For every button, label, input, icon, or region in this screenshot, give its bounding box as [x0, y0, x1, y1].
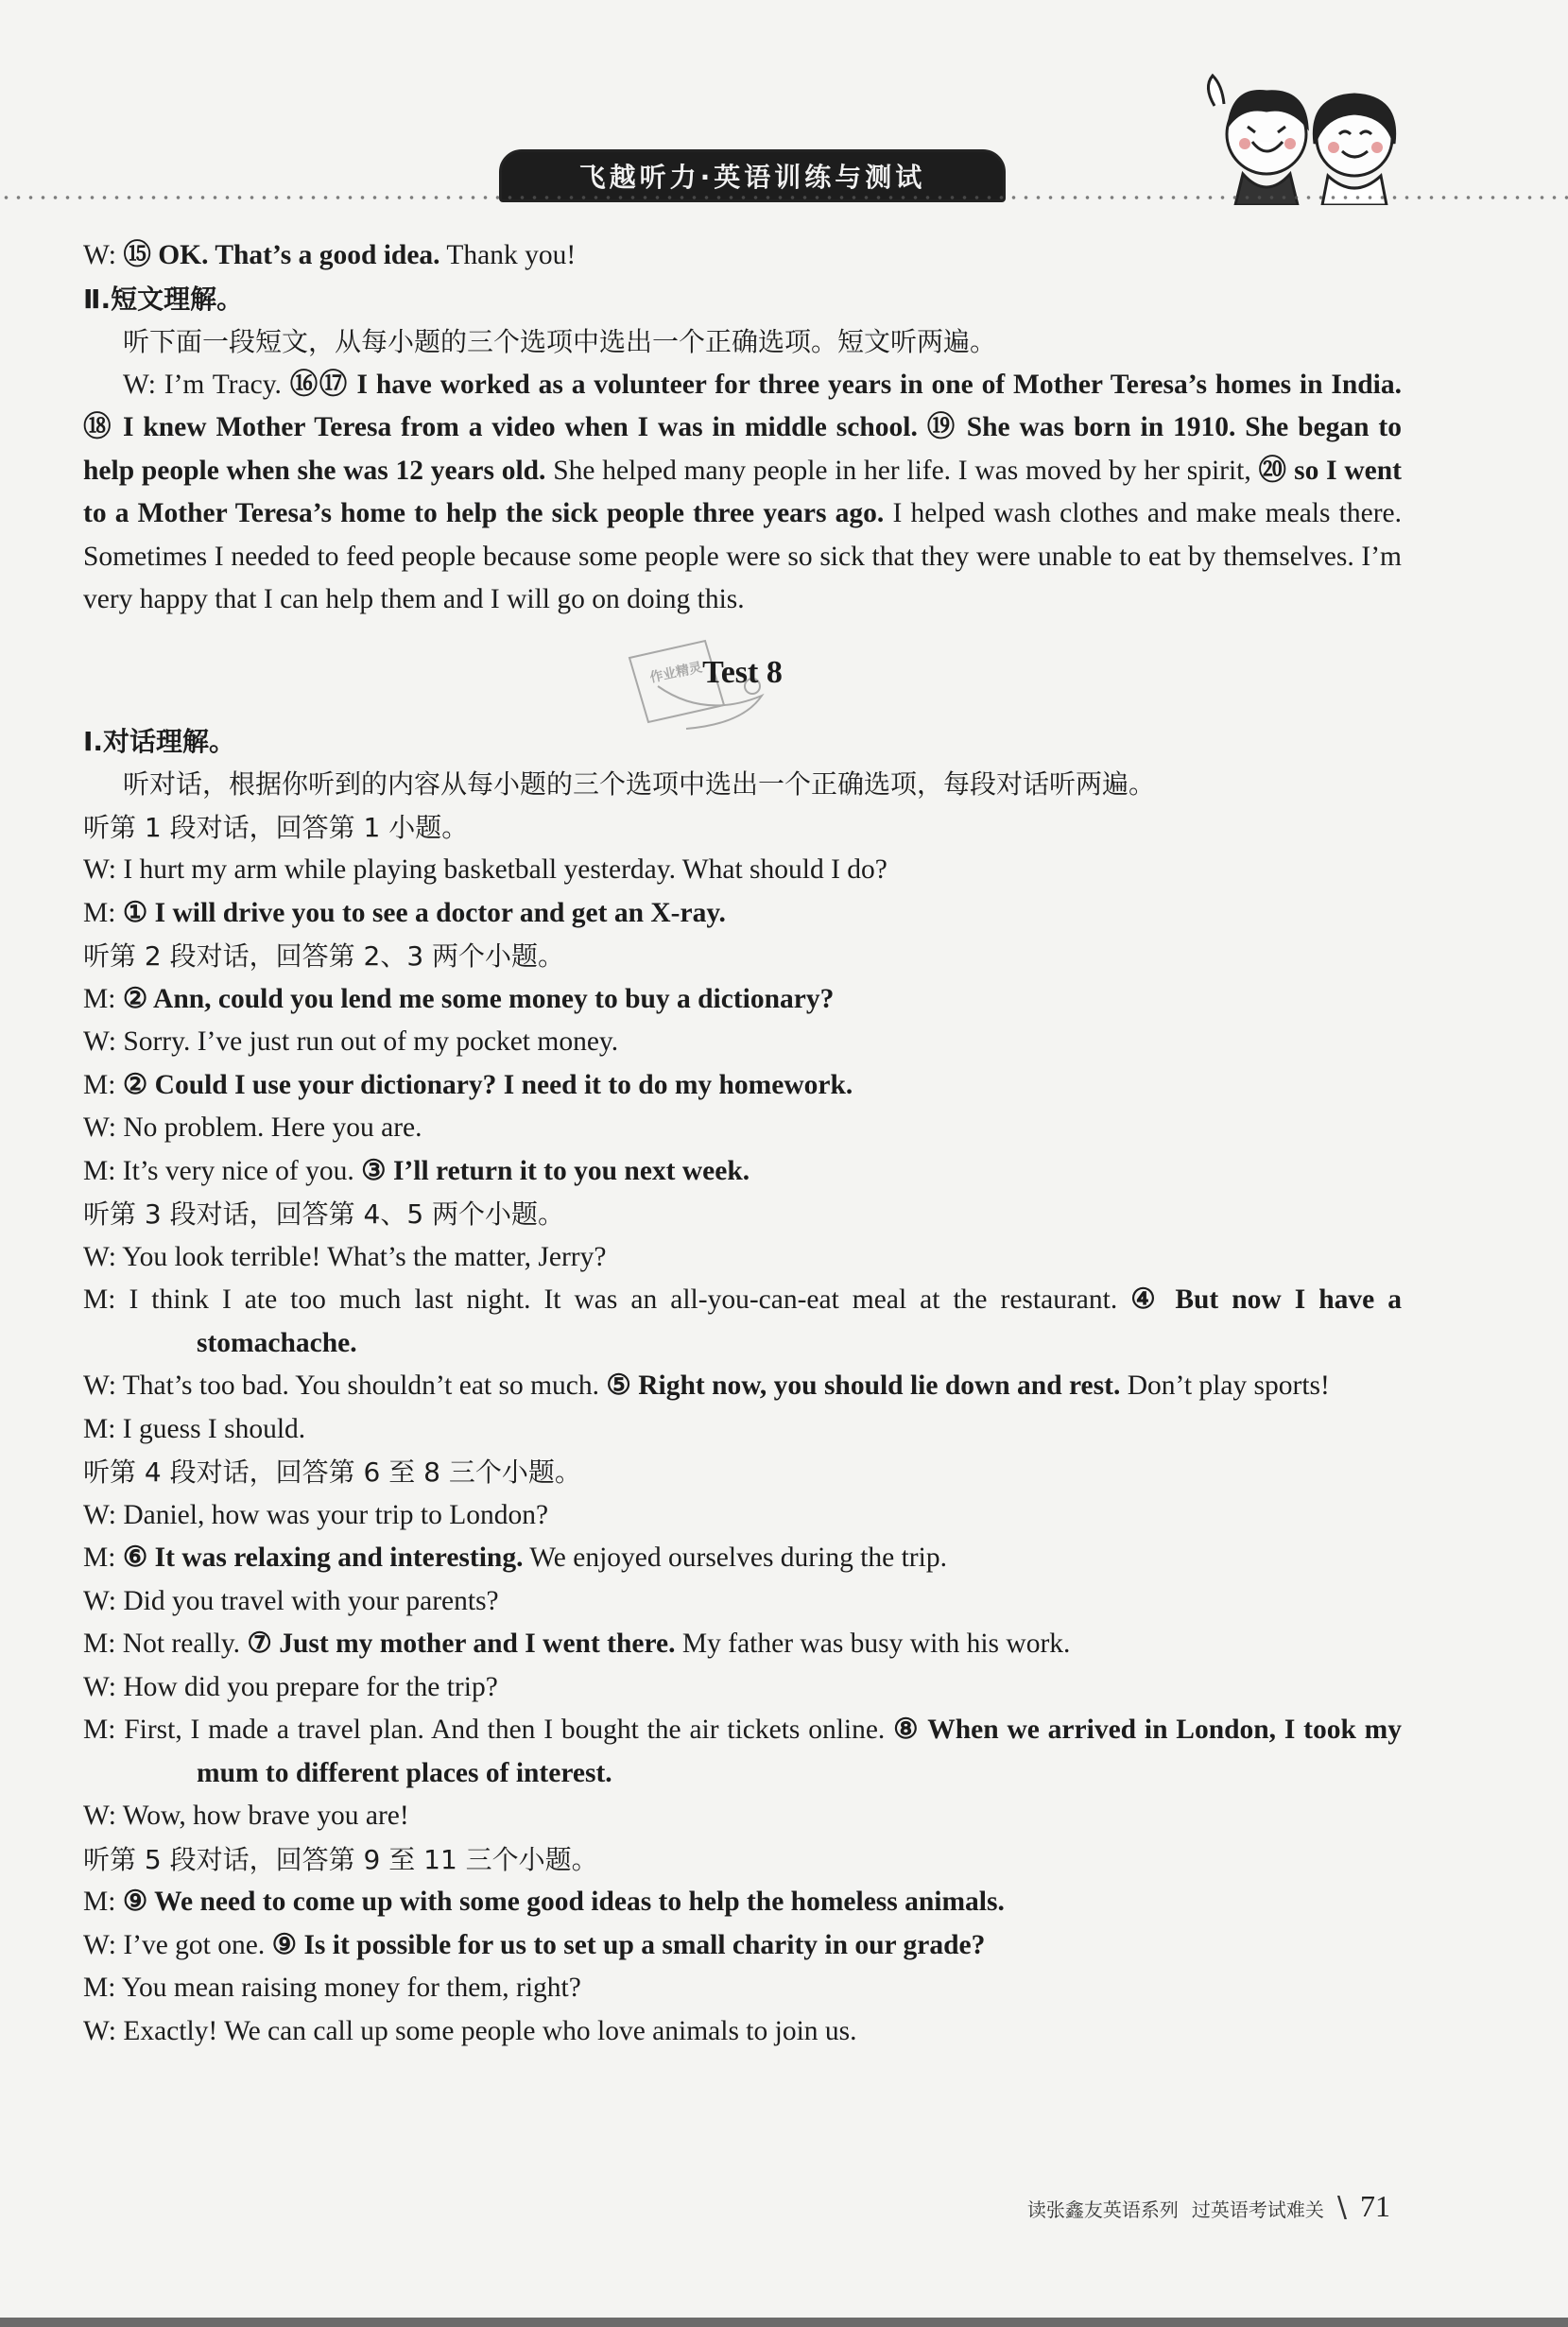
- page-footer: [1027, 2189, 1390, 2227]
- dialogue-5-intro: 听第 5 段对话，回答第 9 至 11 三个小题。: [83, 1843, 598, 1875]
- dialogue-line: W: I’ve got one. ⑨ Is it possible for us to set up a small charity in our grade?: [83, 1929, 986, 1960]
- dialogue-2-intro: 听第 2 段对话，回答第 2、3 两个小题。: [83, 940, 565, 972]
- test-title-text: Test 8: [702, 654, 783, 690]
- stamp-text: 作业精灵: [648, 659, 704, 686]
- dialogue-line: M: ⑥ It was relaxing and interesting. We enjoyed ourselves during the trip.: [83, 1543, 947, 1573]
- dialogue-line: M: ② Ann, could you lend me some money to buy a dictionary?: [83, 983, 835, 1014]
- dialogue-line: W: Sorry. I’ve just run out of my pocket money.: [83, 1026, 619, 1057]
- footer-separator: \: [1336, 2191, 1347, 2224]
- dialogue-line: W: You look terrible! What’s the matter, Jerry?: [83, 1241, 607, 1272]
- dialogue-instruction: 听对话，根据你听到的内容从每小题的三个选项中选出一个正确选项，每段对话听两遍。: [123, 768, 1156, 800]
- dialogue-line: W: Did you travel with your parents?: [83, 1585, 499, 1616]
- dialogue-line: M: It’s very nice of you. ③ I’ll return it to you next week.: [83, 1155, 750, 1186]
- section-heading-passage: Ⅱ.短文理解。: [83, 283, 244, 315]
- footer-series: 读张鑫友英语系列: [1026, 2198, 1179, 2221]
- page-bottom-edge: [0, 2318, 1568, 2327]
- dialogue-line: W: Daniel, how was your trip to London?: [83, 1499, 549, 1530]
- test-title: [83, 650, 1402, 696]
- dialogue-line: W: Wow, how brave you are!: [83, 1801, 409, 1831]
- footer-subtitle: 过英语考试难关: [1191, 2198, 1324, 2221]
- dialogue-line: M: ② Could I use your dictionary? I need it to do my homework.: [83, 1069, 853, 1100]
- dialogue-line: M: First, I made a travel plan. And then I bought the air tickets online. ⑧ When we arrived in London, I took my mum to different places of interest.: [83, 1715, 1403, 1788]
- passage-text: W: I’m Tracy. ⑯⑰ I have worked as a volunteer for three years in one of Mother Teresa’s homes in India. ⑱ I knew Mother Teresa from a video when I was in middle school. ⑲ She was born in 1910. She began to help people when she was 12 years old. She helped many people in her life. I was moved by her spirit, ⑳ so I went to a Mother Teresa’s home to help the sick people three years ago. I helped wash clothes and make meals there. Sometimes I needed to feed people because some people were so sick that they were unable to eat by themselves. I’m very happy that I can help them and I will go on doing this.: [83, 369, 1403, 614]
- cartoon-kids-icon: [1186, 68, 1422, 205]
- dialogue-line: M: Not really. ⑦ Just my mother and I went there. My father was busy with his work.: [83, 1629, 1071, 1659]
- section-heading-dialogue: Ⅰ.对话理解。: [83, 725, 236, 757]
- dialogue-line: W: No problem. Here you are.: [83, 1112, 422, 1143]
- passage-instruction: 听下面一段短文，从每小题的三个选项中选出一个正确选项。短文听两遍。: [123, 326, 997, 357]
- dialogue-line: W: Exactly! We can call up some people who love animals to join us.: [83, 2015, 857, 2046]
- dialogue-line: W: That’s too bad. You shouldn’t eat so much. ⑤ Right now, you should lie down and rest. Don’t play sports!: [83, 1370, 1330, 1401]
- header-dotted-divider: [0, 193, 1568, 202]
- dialogue-line: M: ① I will drive you to see a doctor and get an X-ray.: [83, 897, 726, 928]
- page-header: [0, 0, 1568, 213]
- page-content: [83, 234, 1402, 2053]
- dialogue-4-intro: 听第 4 段对话，回答第 6 至 8 三个小题。: [83, 1457, 581, 1488]
- dialogue-line: M: I think I ate too much last night. It was an all-you-can-eat meal at the restaurant. ④ But now I have a stomachache.: [83, 1284, 1402, 1358]
- prev-closing-line: W: ⑮ OK. That’s a good idea. Thank you!: [83, 240, 577, 270]
- dialogue-line: W: I hurt my arm while playing basketball yesterday. What should I do?: [83, 854, 887, 885]
- dialogue-line: M: ⑨ We need to come up with some good ideas to help the homeless animals.: [83, 1887, 1005, 1917]
- dialogue-1-intro: 听第 1 段对话，回答第 1 小题。: [83, 811, 469, 843]
- dialogue-line: M: I guess I should.: [83, 1413, 306, 1444]
- page-number: 71: [1360, 2189, 1390, 2223]
- dialogue-line: W: How did you prepare for the trip?: [83, 1671, 498, 1702]
- header-title: 飞越听力·英语训练与测试: [578, 162, 926, 193]
- dialogue-3-intro: 听第 3 段对话，回答第 4、5 两个小题。: [83, 1198, 565, 1230]
- dialogue-line: M: You mean raising money for them, right?: [83, 1973, 581, 2003]
